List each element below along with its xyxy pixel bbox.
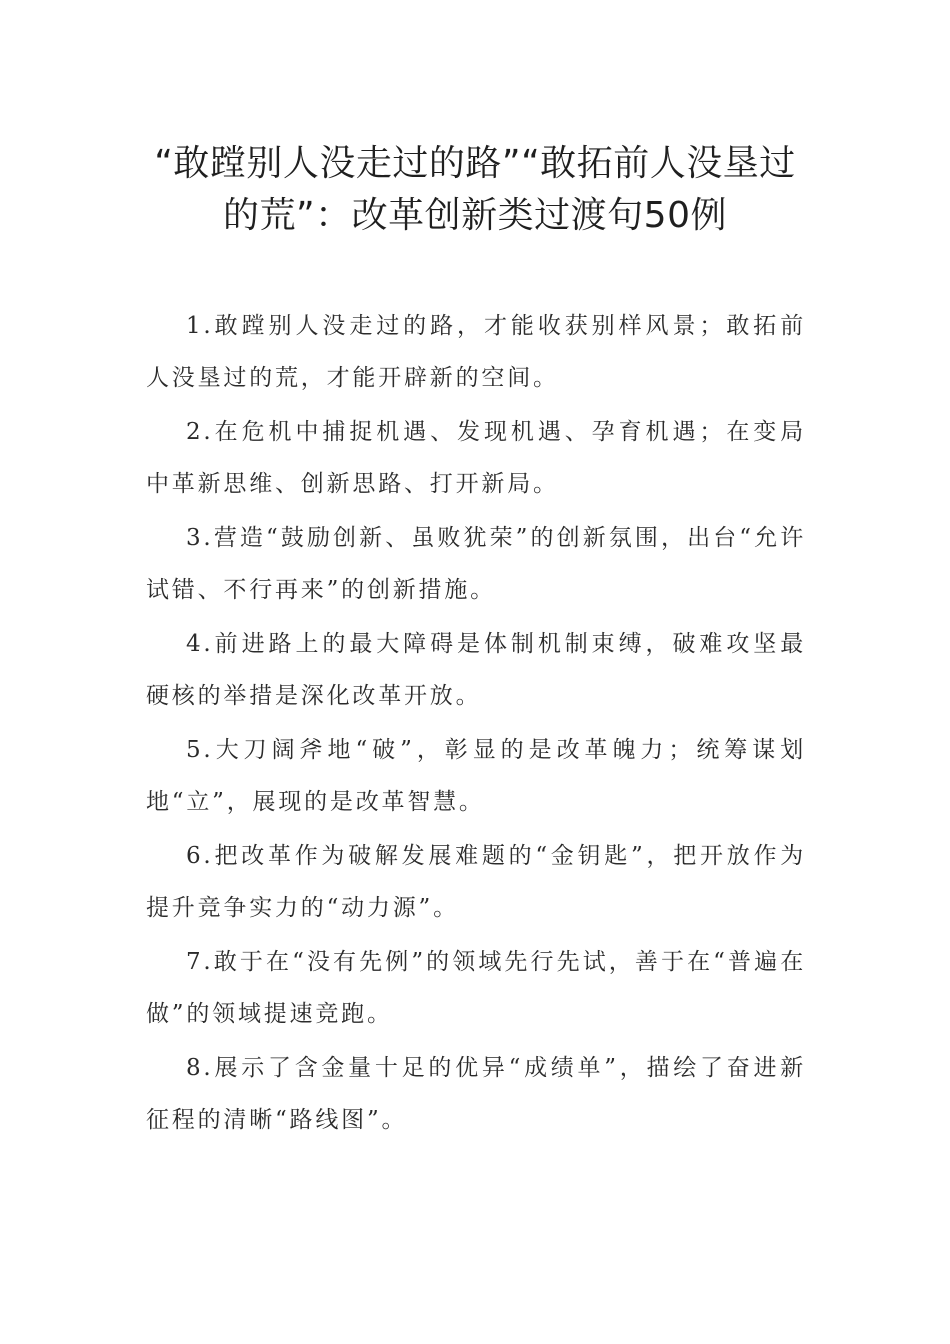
paragraph-3: 3.营造“鼓励创新、虽败犹荣”的创新氛围，出台“允许试错、不行再来”的创新措施。 [146, 525, 806, 603]
document-body [146, 300, 806, 1148]
paragraph-6: 6.把改革作为破解发展难题的“金钥匙”，把开放作为提升竞争实力的“动力源”。 [146, 843, 806, 921]
paragraph-7: 7.敢于在“没有先例”的领域先行先试，善于在“普遍在做”的领域提速竞跑。 [146, 949, 806, 1027]
paragraph-4: 4.前进路上的最大障碍是体制机制束缚，破难攻坚最硬核的举措是深化改革开放。 [146, 631, 806, 709]
document-title: “敢蹚别人没走过的路”“敢拓前人没垦过的荒”：改革创新类过渡句50例 [154, 143, 796, 236]
paragraph-5: 5.大刀阔斧地“破”，彰显的是改革魄力；统筹谋划地“立”，展现的是改革智慧。 [146, 737, 806, 815]
paragraph-1: 1.敢蹚别人没走过的路，才能收获别样风景；敢拓前人没垦过的荒，才能开辟新的空间。 [146, 313, 806, 391]
paragraph-8: 8.展示了含金量十足的优异“成绩单”，描绘了奋进新征程的清晰“路线图”。 [146, 1055, 806, 1133]
paragraph-2: 2.在危机中捕捉机遇、发现机遇、孕育机遇；在变局中革新思维、创新思路、打开新局。 [146, 419, 806, 497]
